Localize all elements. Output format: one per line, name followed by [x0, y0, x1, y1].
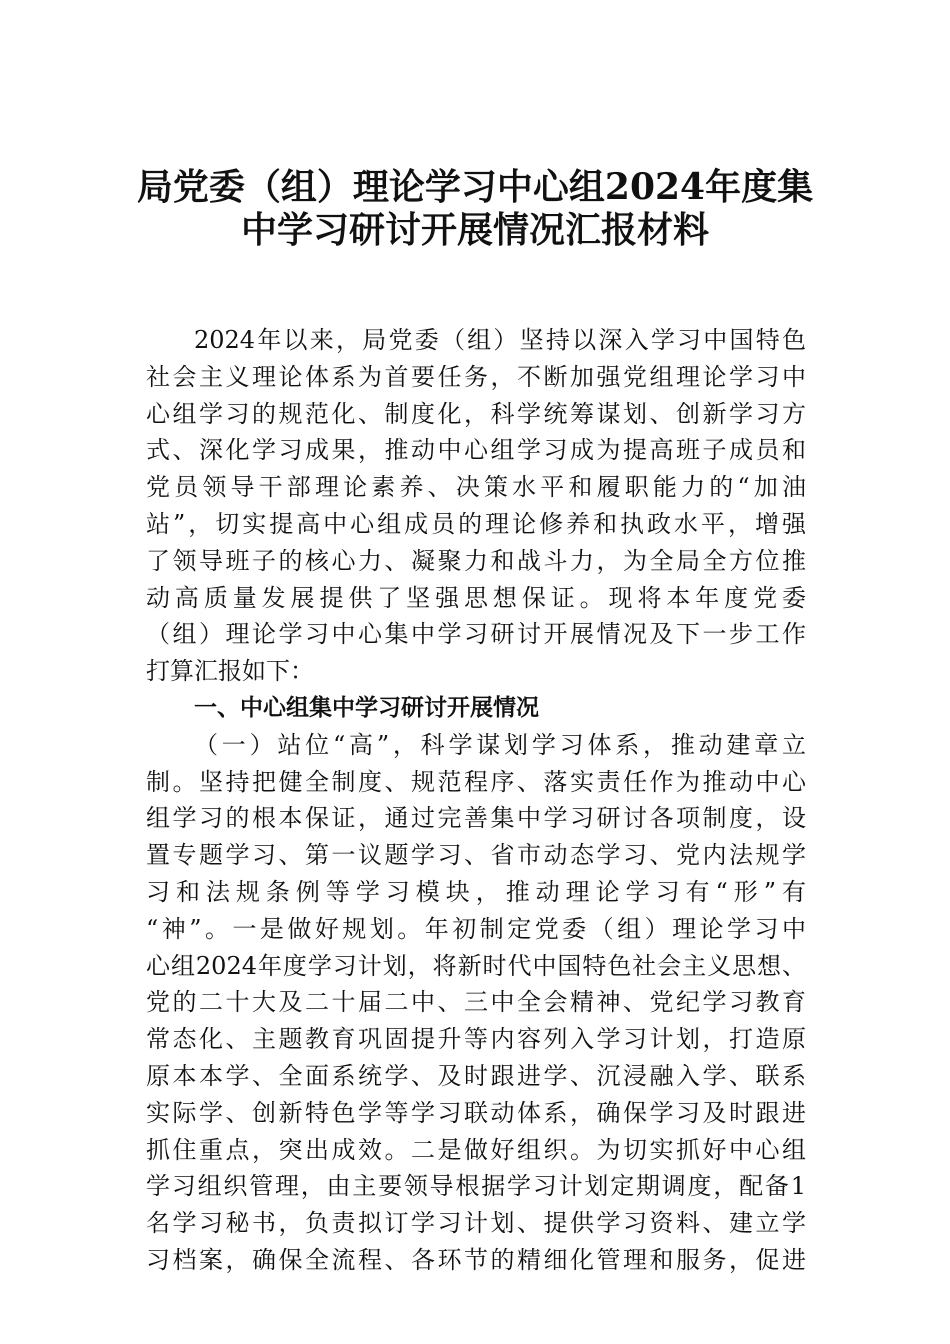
section-heading: 一、中心组集中学习研讨开展情况 — [194, 694, 539, 721]
document-body — [146, 322, 806, 1279]
paragraph-line: 实际学、创新特色学等学习联动体系，确保学习及时跟进 — [146, 1098, 806, 1127]
paragraph-line: 抓住重点，突出成效。二是做好组织。为切实抓好中心组 — [146, 1135, 806, 1164]
document-title-line-1: 局党委（组）理论学习中心组2024年度集 — [136, 166, 814, 208]
paragraph-line: “神”。一是做好规划。年初制定党委（组）理论学习中 — [146, 914, 806, 943]
paragraph-line: 党员领导干部理论素养、决策水平和履职能力的“加油 — [146, 473, 806, 502]
paragraph-line: 名学习秘书，负责拟订学习计划、提供学习资料、建立学 — [146, 1209, 806, 1238]
paragraph-line: 打算汇报如下： — [146, 657, 314, 686]
document-title-line-2: 中学习研讨开展情况汇报材料 — [240, 209, 709, 251]
paragraph-line: 组学习的根本保证，通过完善集中学习研讨各项制度，设 — [146, 804, 806, 833]
paragraph-line: 2024年以来，局党委（组）坚持以深入学习中国特色 — [194, 326, 806, 354]
paragraph-line: 站”，切实提高中心组成员的理论修养和执政水平，增强 — [146, 509, 806, 538]
paragraph-line: 了领导班子的核心力、凝聚力和战斗力，为全局全方位推 — [146, 546, 806, 575]
subsection-heading-line: （一）站位“高”，科学谋划学习体系，推动建章立 — [194, 730, 806, 759]
paragraph-line: 学习组织管理，由主要领导根据学习计划定期调度，配备1 — [146, 1172, 806, 1201]
paragraph-line: 制。坚持把健全制度、规范程序、落实责任作为推动中心 — [146, 767, 806, 796]
paragraph-line: 党的二十大及二十届二中、三中全会精神、党纪学习教育 — [146, 988, 806, 1017]
paragraph-line: 式、深化学习成果，推动中心组学习成为提高班子成员和 — [146, 436, 806, 465]
paragraph-line: 社会主义理论体系为首要任务，不断加强党组理论学习中 — [146, 362, 806, 391]
paragraph-line: 心组学习的规范化、制度化，科学统筹谋划、创新学习方 — [146, 399, 806, 428]
paragraph-line: 动高质量发展提供了坚强思想保证。现将本年度党委 — [146, 583, 806, 612]
paragraph-line: 常态化、主题教育巩固提升等内容列入学习计划，打造原 — [146, 1025, 806, 1054]
paragraph-line: 习档案，确保全流程、各环节的精细化管理和服务，促进 — [146, 1245, 806, 1274]
paragraph-line: 原本本学、全面系统学、及时跟进学、沉浸融入学、联系 — [146, 1061, 806, 1090]
paragraph-line: （组）理论学习中心集中学习研讨开展情况及下一步工作 — [146, 620, 806, 649]
paragraph-line: 心组2024年度学习计划，将新时代中国特色社会主义思想、 — [146, 951, 806, 980]
paragraph-line: 置专题学习、第一议题学习、省市动态学习、党内法规学 — [146, 841, 806, 870]
paragraph-line: 习和法规条例等学习模块，推动理论学习有“形”有 — [146, 877, 806, 906]
